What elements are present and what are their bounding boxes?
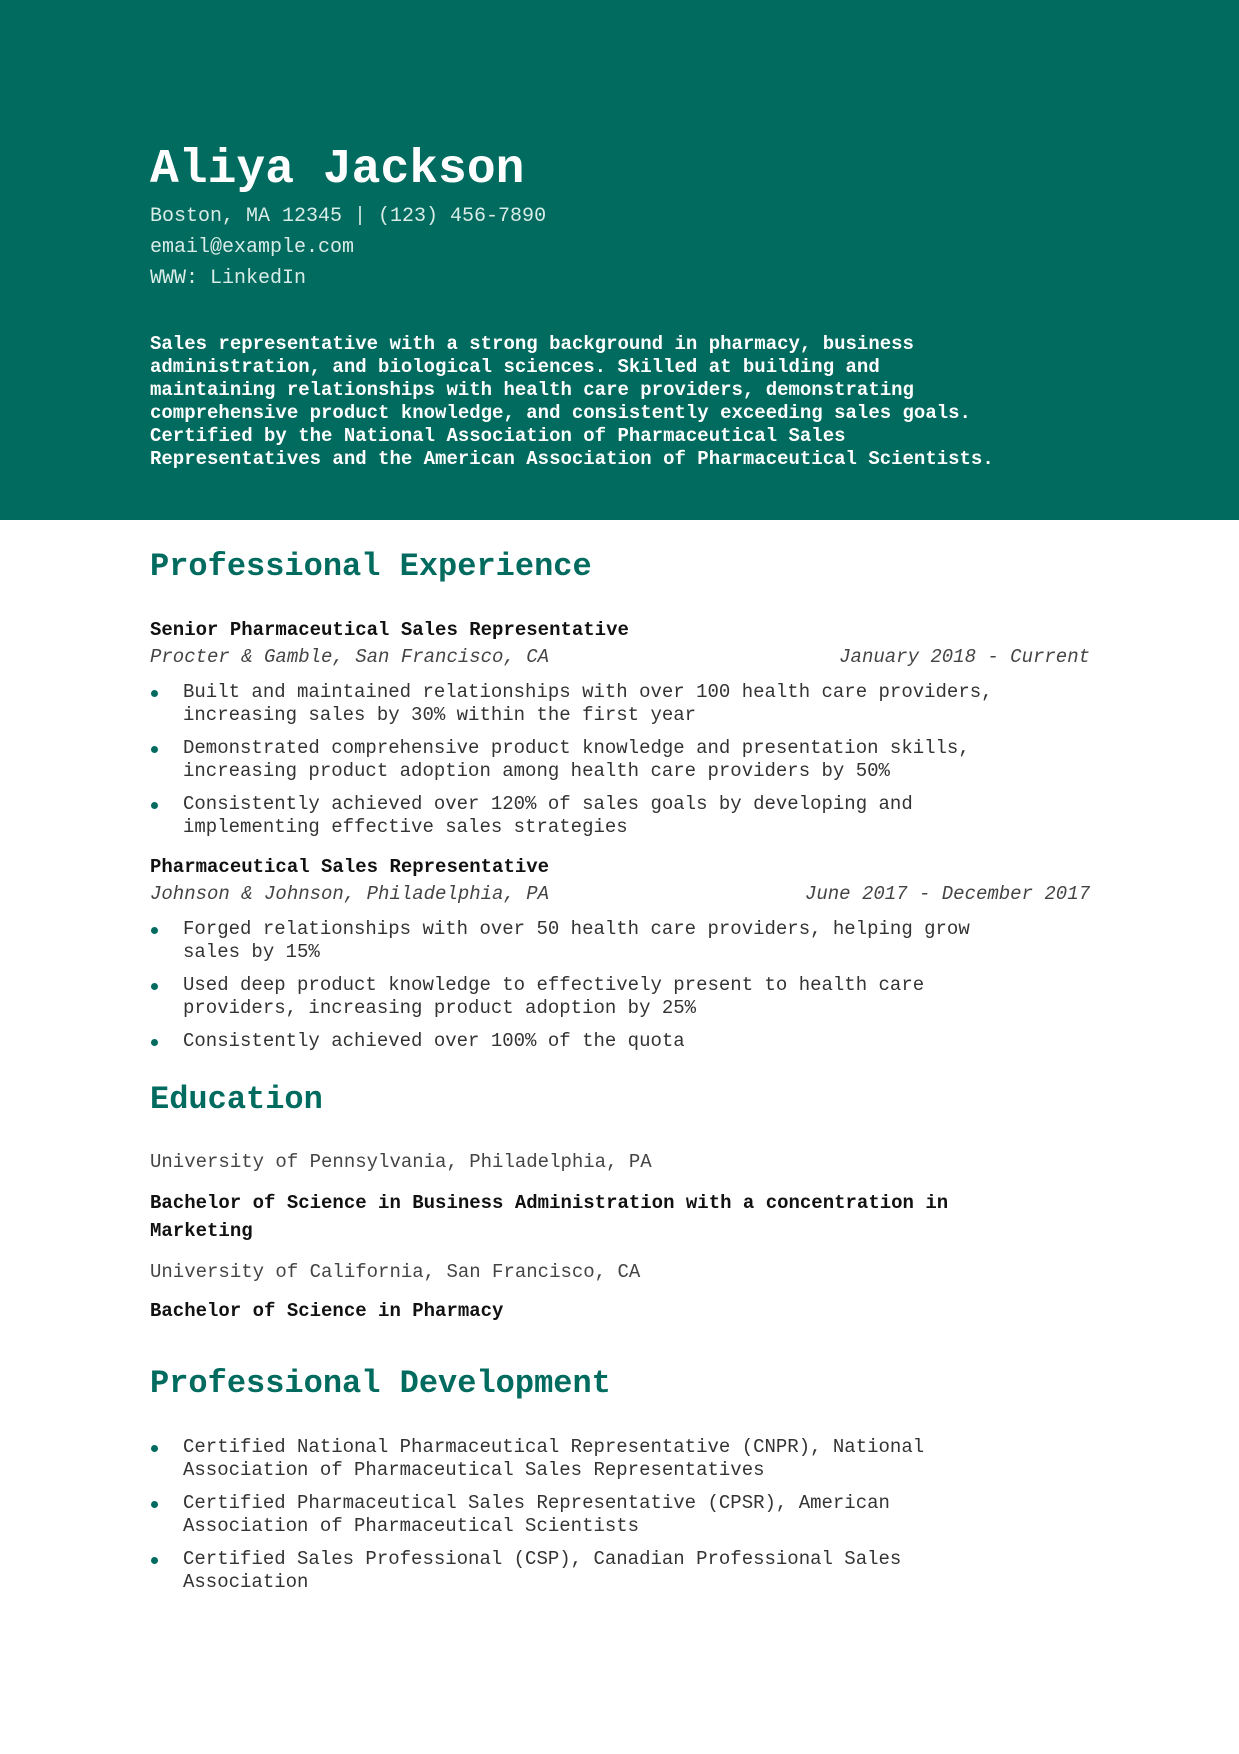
education-heading: Education <box>150 1081 323 1118</box>
certifications-list <box>150 1436 1090 1594</box>
job-title: Senior Pharmaceutical Sales Representative <box>150 619 629 641</box>
school-name: University of Pennsylvania, Philadelphia, PA <box>150 1151 652 1173</box>
resume-header <box>0 0 1239 520</box>
linkedin-link[interactable]: WWW: LinkedIn <box>150 267 307 290</box>
candidate-name: Aliya Jackson <box>150 143 525 197</box>
list-item: Used deep product knowledge to effectively present to health care providers, increasing product adoption by 25% <box>150 974 1090 1020</box>
job-dates: January 2018 - Current <box>839 646 1090 668</box>
list-item: Consistently achieved over 120% of sales goals by developing and implementing effective sales strategies <box>150 793 1090 839</box>
list-item: Built and maintained relationships with over 100 health care providers, increasing sales by 30% within the first year <box>150 681 1090 727</box>
bullet-icon <box>151 927 158 934</box>
job-company: Johnson & Johnson, Philadelphia, PA <box>150 883 550 905</box>
job-meta <box>150 645 1090 669</box>
development-heading: Professional Development <box>150 1365 611 1402</box>
list-item: Certified Pharmaceutical Sales Representative (CPSR), American Association of Pharmaceutical Scientists <box>150 1492 1090 1538</box>
bullet-icon <box>151 1557 158 1564</box>
bullet-icon <box>151 1039 158 1046</box>
job-dates: June 2017 - December 2017 <box>804 883 1090 905</box>
list-item: Certified Sales Professional (CSP), Canadian Professional Sales Association <box>150 1548 1090 1594</box>
profile-summary: Sales representative with a strong background in pharmacy, business administration, and biological sciences. Skilled at building and maintaining relationships with health care providers, demonstrating comprehensive product knowledge, and consistently exceeding sales goals. Certified by the National Association of Pharmaceutical Sales Representatives and the American Association of Pharmaceutical Scientists. <box>150 333 994 470</box>
degree-name: Bachelor of Science in Pharmacy <box>150 1300 504 1322</box>
job-title: Pharmaceutical Sales Representative <box>150 856 550 878</box>
bullet-icon <box>151 746 158 753</box>
bullet-icon <box>151 690 158 697</box>
school-name: University of California, San Francisco, CA <box>150 1261 641 1283</box>
list-item: Consistently achieved over 100% of the quota <box>150 1030 1090 1053</box>
bullet-icon <box>151 983 158 990</box>
list-item: Demonstrated comprehensive product knowledge and presentation skills, increasing product adoption among health care providers by 50% <box>150 737 1090 783</box>
bullet-icon <box>151 1445 158 1452</box>
job-achievements <box>150 681 1090 839</box>
email-address: email@example.com <box>150 236 355 259</box>
bullet-icon <box>151 802 158 809</box>
experience-heading: Professional Experience <box>150 548 592 585</box>
job-company: Procter & Gamble, San Francisco, CA <box>150 646 550 668</box>
job-meta <box>150 882 1090 906</box>
list-item: Certified National Pharmaceutical Representative (CNPR), National Association of Pharmaceutical Sales Representatives <box>150 1436 1090 1482</box>
job-achievements <box>150 918 1090 1053</box>
address-phone: Boston, MA 12345 | (123) 456-7890 <box>150 205 547 228</box>
degree-name: Bachelor of Science in Business Administration with a concentration in Marketing <box>150 1192 949 1242</box>
bullet-icon <box>151 1501 158 1508</box>
list-item: Forged relationships with over 50 health care providers, helping grow sales by 15% <box>150 918 1090 964</box>
